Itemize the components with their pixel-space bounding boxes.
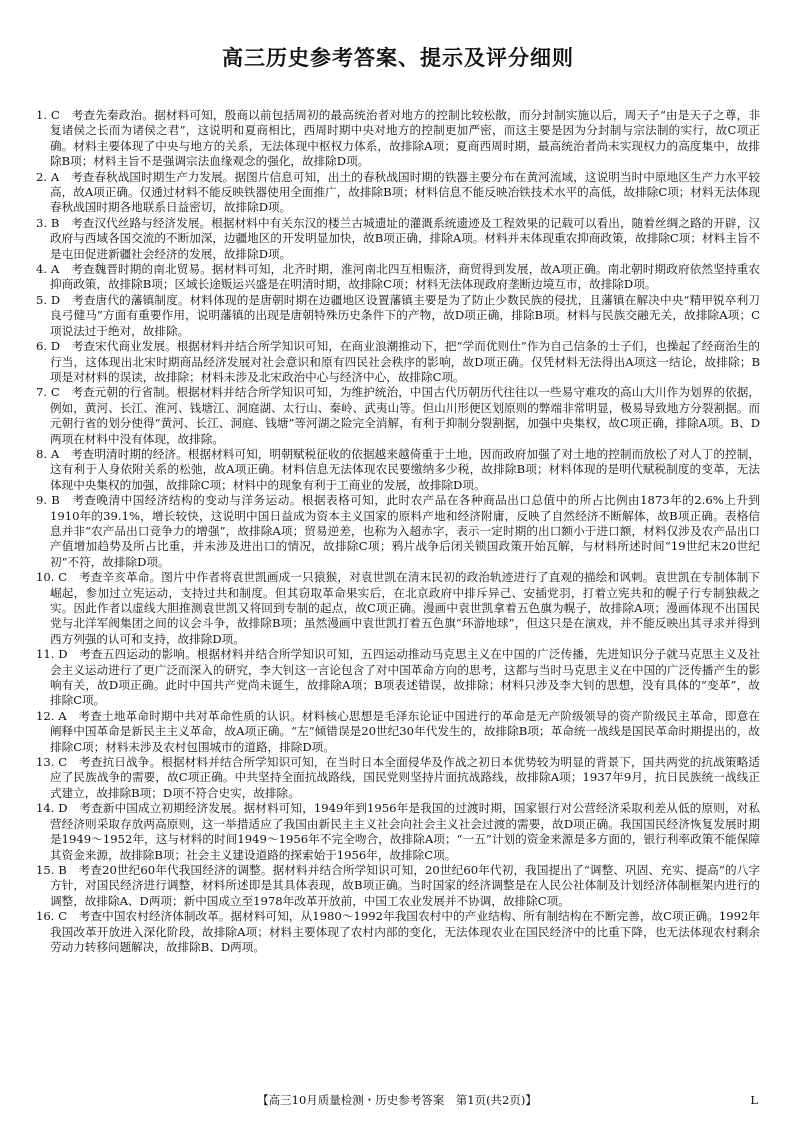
footer-mark: L xyxy=(750,1093,758,1107)
answer-list xyxy=(36,108,760,955)
answer-item: 6. D 考查宋代商业发展。根据材料并结合所学知识可知，在商业浪潮推动下，把“学而优则仕”作为自己信条的士子们，也操起了经商治生的行当，这体现出北宋时期商品经济发展对社会意识和原有四民社会秩序的影响，故D项正确。仅凭材料无法得出A项这一结论，故排除；B项是对材料的误读，故排除；材料未涉及北宋政治中心与经济中心，故排除C项。 xyxy=(36,339,760,384)
answer-item: 3. B 考查汉代丝路与经济发展。根据材料中有关东汉的楼兰古城遗址的灌溉系统遗迹及工程效果的记载可以看出，随着丝绸之路的开辟，汉政府与西域各国交流的不断加深，边疆地区的开发明显加快，故B项正确，排除A项。材料并未体现重农抑商政策，故排除C项；材料主旨不是屯田促进新疆社会经济的发展，故排除D项。 xyxy=(36,215,760,261)
page-footer: 【高三10月质量检测・历史参考答案 第1页(共2页)】 xyxy=(257,1093,537,1107)
answer-item: 16. C 考查中国农村经济体制改革。据材料可知，从1980～1992年我国农村中的产业结构、所有制结构在不断完善，故C项正确。1992年我国改革开放进入深化阶段，故排除A项；材料主要体现了农村内部的变化，无法体现农业在国民经济中的比重下降，也无法体现农村剩余劳动力转移问题解决，故排除B、D两项。 xyxy=(36,909,760,954)
answer-item: 8. A 考查明清时期的经济。根据材料可知，明朝赋税征收的依据越来越倚重于土地，因而政府加强了对土地的控制而放松了对人丁的控制，这有利于人身依附关系的松弛，故A项正确。材料信息无法体现农民要缴纳多少税，故排除B项；材料体现的是明代赋税制度的变革，无法体现中央集权的加强，故排除C项；材料中的现象有利于工商业的发展，故排除D项。 xyxy=(36,446,760,492)
answer-item: 14. D 考查新中国成立初期经济发展。据材料可知，1949年到1956年是我国的过渡时期，国家银行对公营经济采取利差从低的原则，对私营经济则采取存放两高原则，这一举措适应了我国由新民主主义社会向社会主义社会过渡的需要，故D项正确。我国国民经济恢复发展时期是1949～1952年，这与材料的时间1949～1956年不完全吻合，故排除A项；“一五”计划的资金来源是多方面的，银行利率政策不能保障其资金来源，故排除B项；社会主义建设道路的探索始于1956年，故排除C项。 xyxy=(36,801,760,862)
answer-item: 10. C 考查辛亥革命。图片中作者将袁世凯画成一只猿猴，对袁世凯在清末民初的政治轨迹进行了直观的描绘和讽刺。袁世凯在专制体制下崛起，参加过立宪运动，支持过共和制度。但其窃取革命果实后，在北京政府中排斥异己、安插党羽，打着立宪共和的幌子行专制独裁之实。因此作者以虚线大胆推测袁世凯又将回到专制的起点，故C项正确。漫画中袁世凯拿着五色旗为幌子，故排除A项；漫画体现不出国民党与北洋军阀集团之间的议会斗争，故排除B项；虽然漫画中袁世凯打着五色旗“环游地球”，但这只是在演戏，并不能反映出其寻求并得到西方列强的认可和支持，故排除D项。 xyxy=(36,570,760,646)
answer-item: 9. B 考查晚清中国经济结构的变动与洋务运动。根据表格可知，此时农产品在各种商品出口总值中的所占比例由1873年的2.6%上升到1910年的39.1%，增长较快，这说明中国日益成为资本主义国家的原料产地和经济附庸，反映了自然经济不断解体，故B项正确。表格信息并非“农产品出口竞争力的增强”，故排除A项；贸易逆差，也称为入超赤字，表示一定时期的出口额小于进口额，材料仅涉及农产品出口产值增加趋势及所占比重，并未涉及进出口的情况，故排除C项；鸦片战争后闭关锁国政策开始瓦解，与材料所述时间“19世纪末20世纪初”不符，故排除D项。 xyxy=(36,493,760,569)
answer-item: 15. B 考查20世纪60年代我国经济的调整。据材料并结合所学知识可知，20世纪60年代初，我国提出了“调整、巩固、充实、提高”的八字方针，对国民经济进行调整，材料所述即是其具体表现，故B项正确。当时国家的经济调整是在人民公社体制及计划经济体制框架内进行的调整，故排除A、D两项；新中国成立至1978年改革开放前，中国工农业发展并不协调，故排除C项。 xyxy=(36,862,760,908)
answer-item: 12. A 考查土地革命时期中共对革命性质的认识。材料核心思想是毛泽东论证中国进行的革命是无产阶级领导的资产阶级民主革命，即意在阐释中国革命是新民主主义革命，故A项正确。“左”倾错误是20世纪30年代发生的，故排除B项；革命统一战线是国民革命时期提出的，故排除C项；材料未涉及农村包围城市的道路，排除D项。 xyxy=(36,708,760,754)
answer-item: 7. C 考查元朝的行省制。根据材料并结合所学知识可知，为维护统治，中国古代历朝历代往往以一些易守难攻的高山大川作为划界的依据，例如，黄河、长江、淮河、钱塘江、洞庭湖、太行山、秦岭、武夷山等。但山川形便区划原则的弊端非常明显，极易导致地方分裂割据。而元朝行省的划分使得“黄河、长江、洞庭、钱塘”等河湖之险完全消解，有利于抑制分裂割据，加强中央集权，故C项正确，排除A项。B、D两项在材料中没有体现，故排除。 xyxy=(36,385,760,446)
answer-item: 1. C 考查先秦政治。据材料可知，殷商以前包括周初的最高统治者对地方的控制比较松散，而分封制实施以后，周天子“由是天子之尊，非复诸侯之长而为诸侯之君”，这说明和夏商相比，西周时期中央对地方的控制更加严密，而这主要是因为分封制与宗法制的实行，故C项正确。材料主要体现了中央与地方的关系，无法体现中枢权力体系，故排除A项；夏商西周时期，最高统治者尚未实现权力的高度集中，故排除B项；材料主旨不是强调宗法血缘观念的强化，故排除D项。 xyxy=(36,108,760,169)
page-title: 高三历史参考答案、提示及评分细则 xyxy=(222,45,574,70)
answer-item: 5. D 考查唐代的藩镇制度。材料体现的是唐朝时期在边疆地区设置藩镇主要是为了防止少数民族的侵扰，且藩镇在解决中央“精甲锐卒利刀良弓健马”方面有重要作用，说明藩镇的出现是唐朝特殊历史条件下的产物，故D项正确，排除B项。材料与民族交融无关，故排除A项；C项说法过于绝对，故排除。 xyxy=(36,292,760,338)
answer-item: 13. C 考查抗日战争。根据材料并结合所学知识可知，在当时日本全面侵华及作战之初日本优势较为明显的背景下，国共两党的抗战策略适应了民族战争的需要，故C项正确。中共坚持全面抗战路线，国民党则坚持片面抗战路线，故排除A项；1937年9月，抗日民族统一战线正式建立，故排除B项；D项不符合史实，故排除。 xyxy=(36,755,760,800)
answer-item: 4. A 考查魏晋时期的南北贸易。据材料可知，北齐时期，淮河南北四互相赈济，商贸得到发展，故A项正确。南北朝时期政府依然坚持重农抑商政策，故排除B项；区域长途贩运兴盛是在明清时期，故排除C项；材料无法体现政府垄断边境互市，故排除D项。 xyxy=(36,262,760,292)
answer-item: 11. D 考查五四运动的影响。根据材料并结合所学知识可知，五四运动推动马克思主义在中国的广泛传播，先进知识分子就马克思主义及社会主义运动进行了更广泛而深入的研究，李大钊这一言论包含了对中国革命方向的思考，这都与当时马克思主义在中国的广泛传播产生的影响有关，故D项正确。此时中国共产党尚未诞生，故排除A项；B项表述错误，故排除；材料只涉及李大钊的思想，没有具体的“变革”，故排除C项。 xyxy=(36,647,760,708)
answer-item: 2. A 考查春秋战国时期生产力发展。据图片信息可知，出土的春秋战国时期的铁器主要分布在黄河流域，这说明当时中原地区生产力水平较高，故A项正确。仅通过材料不能反映铁器使用全面推广，故排除B项；材料信息不能反映冶铁技术水平的高低，故排除C项；材料无法体现春秋战国时期各地联系日益密切，故排除D项。 xyxy=(36,169,760,215)
